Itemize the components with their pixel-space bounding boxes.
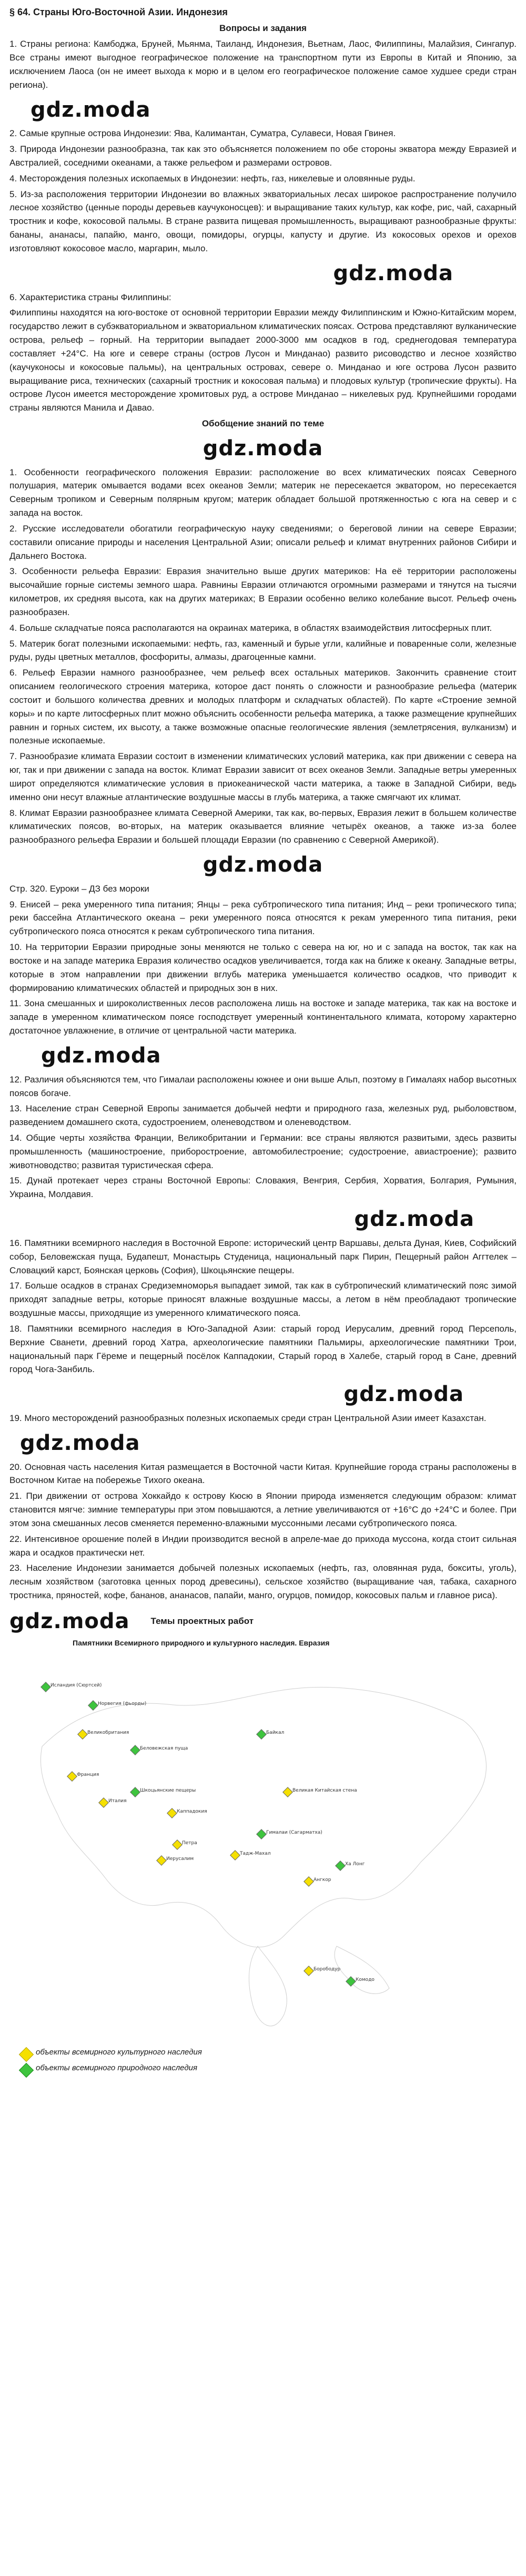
site-label: Каппадокия xyxy=(177,1808,207,1814)
site-label: Италия xyxy=(108,1798,127,1804)
projects-header xyxy=(9,1606,517,1638)
heritage-map xyxy=(11,1652,515,2083)
watermark: gdz.moda xyxy=(41,1043,161,1068)
paragraph: 1. Страны региона: Камбоджа, Бруней, Мьянма, Таиланд, Индонезия, Вьетнам, Лаос, Филиппины, Малайзия, Сингапур. Все страны имеют выгодное географическое положение на транспортном пути из Европы в Китай и Японию, за исключением Лаоса (он не имеет выхода к морю и в целом его географическое положение самое худшее среди стран региона). xyxy=(9,39,517,90)
paragraph: 8. Климат Евразии разнообразнее климата Северной Америки, так как, во-первых, Евразия лежит в большем количестве климатических поясов, во-вторых, на материк оказывается влияние четырёх океанов, а также из-за более разнообразного рельефа Евразии и большей площади Евразии (по сравнению с Северной Америкой). xyxy=(9,807,517,845)
paragraph: 3. Природа Индонезии разнообразна, так как это объясняется положением по обе стороны экватора между Евразией и Австралией, соседними океанами, а также рельефом и размерами островов. xyxy=(9,144,517,168)
watermark: gdz.moda xyxy=(31,97,151,122)
natural-marker-icon xyxy=(19,2063,34,2078)
site-label: Ангкор xyxy=(313,1877,331,1883)
questions-block xyxy=(9,37,517,415)
summary-block xyxy=(9,466,517,1602)
paragraph: 6. Рельеф Евразии намного разнообразнее, чем рельеф всех остальных материков. Закончить сравнение стоит описанием геологического строения материка, которое даст понять о сложности и разнообразие рельефа (материк состоит и большого количества древних и молодых платформ и складчатых областей). По карте «Строение земной коры» и по карте литосферных плит можно объяснить особенности рельефа материка, а также размещение крупнейших равнин и горных систем, их высоту, а также возможные опасные геологические явления (землетрясения, вулканизм) и полезные ископаемые. xyxy=(9,668,517,746)
paragraph: 4. Больше складчатые пояса располагаются на окраинах материка, в областях взаимодействия литосферных плит. xyxy=(9,622,492,633)
site-label: Тадж-Махал xyxy=(240,1851,271,1856)
section-title: § 64. Страны Юго-Восточной Азии. Индонезия xyxy=(9,7,228,17)
source-line: Стр. 320. Еуроки – ДЗ без мороки xyxy=(9,883,149,894)
site-label: Франция xyxy=(77,1772,99,1777)
site-label: Шкоцьянские пещеры xyxy=(140,1787,196,1793)
site-label: Гималаи (Сагарматха) xyxy=(266,1829,322,1835)
paragraph: 11. Зона смешанных и широколиственных лесов расположена лишь на востоке и западе материка, так как на востоке и западе в умеренном климатическом поясе господствует умеренный континентального климата, которому характерно достаточное увлажнение, в отличие от центральной части материка. xyxy=(9,998,517,1036)
paragraph: 22. Интенсивное орошение полей в Индии производится весной в апреле-мае до прихода муссона, когда стоит сильная жара и осадков практически нет. xyxy=(9,1534,517,1558)
site-label: Борободур xyxy=(313,1966,341,1972)
site-label: Байкал xyxy=(266,1730,285,1735)
cultural-marker-icon xyxy=(19,2047,34,2062)
site-label: Петра xyxy=(182,1840,197,1846)
paragraph: Филиппины находятся на юго-востоке от основной территории Евразии между Филиппинским и Южно-Китайским морем, государство лежит в субэкваториальном и экваториальном климатических поясах. Острова представляют вулканические острова, рельеф – горный. На территории выпадает 2000-3000 мм осадков в год, среднегодовая температура составляет +24°С. На юге и севере страны (остров Лусон и Минданао) развито рисоводство и лесное хозяйство (каучуконосы и кокосовые пальмы), на центральных островах, севере о. Минданао и юге острова Лусон развито выращивание риса, технических (сахарный тростник и кокосовая пальма) и плодовых культур (тропические фрукты). На острове Лусон имеется месторождение хромитовых руд, а острове Минданао – никелевых руд. Крупнейшими городами страны являются Манила и Давао. xyxy=(9,308,517,413)
paragraph: 4. Месторождения полезных ископаемых в Индонезии: нефть, газ, никелевые и оловянные руды. xyxy=(9,173,416,183)
paragraph: 2. Русские исследователи обогатили географическую науку сведениями; о береговой линии на севере Евразии; составили описание природы и населения Центральной Азии; описали рельеф и климат внутренних районов Сибири и Дальнего Востока. xyxy=(9,523,517,561)
paragraph: 15. Дунай протекает через страны Восточной Европы: Словакия, Венгрия, Сербия, Хорватия, Болгария, Румыния, Украина, Молдавия. xyxy=(9,1175,517,1200)
projects-subheading: Памятники Всемирного природного и культурного наследия. Евразия xyxy=(73,1638,330,1647)
site-label: Норвегия (фьорды) xyxy=(98,1701,147,1706)
site-label: Великобритания xyxy=(87,1730,129,1735)
summary-heading: Обобщение знаний по теме xyxy=(201,418,325,428)
watermark: gdz.moda xyxy=(354,1207,474,1232)
paragraph: 2. Самые крупные острова Индонезии: Ява, Калимантан, Суматра, Сулавеси, Новая Гвинея. xyxy=(9,128,396,139)
paragraph: 10. На территории Евразии природные зоны меняются не только с севера на юг, но и с запада на восток, так как на востоке и на западе материка Евразия количество осадков увеличивается, тогда как на ближе к океану. Западные ветры, которые в этом направлении при движении вглубь материка уменьшается количество осадков, что приводит к формированию климатических областей и природных зон в них. xyxy=(9,942,517,993)
paragraph: 6. Характеристика страны Филиппины: xyxy=(9,292,171,302)
paragraph: 13. Население стран Северной Европы занимается добычей нефти и природного газа, железных руд, рыболовством, разведением домашнего скота, судостроением, оленеводством и оленеводством. xyxy=(9,1103,517,1128)
map-graphic xyxy=(11,1652,515,2083)
map-legend xyxy=(21,2047,202,2079)
paragraph: 23. Население Индонезии занимается добычей полезных ископаемых (нефть, газ, оловянная руда, бокситы, уголь), лесным хозяйством (заготовка ценных пород древесины), сельское хозяйство (выращивание чая, табака, сахарного тростника, пряностей, кофе, бананов, ананасов, папайи, манго, огурцов, помидор, кокосовых пальм и главное риса). xyxy=(9,1563,517,1601)
paragraph: 1. Особенности географического положения Евразии: расположение во всех климатических поясах Северного полушария, материк омывается водами всех океанов Земли; материк не пересекается экватором, но пересекается Северным тропиком и Северным полярным кругом; материк обладает большой протяженностью с юга на север и с запада на восток. xyxy=(9,467,517,518)
legend-item-cultural: объекты всемирного культурного наследия xyxy=(21,2047,202,2060)
watermark: gdz.moda xyxy=(333,261,453,285)
paragraph: 16. Памятники всемирного наследия в Восточной Европе: исторический центр Варшавы, дельта Дуная, Киев, Софийский собор, Беловежская пуща, Будапешт, Монастырь Студеница, национальный парк Пирин, Пещерный район Аггтелек – Словацкий карст, Боянская церковь (София), Шкоцьянские пещеры. xyxy=(9,1238,517,1275)
watermark: gdz.moda xyxy=(9,1609,130,1633)
site-label: Комодо xyxy=(356,1977,375,1982)
site-label: Иерусалим xyxy=(166,1856,194,1862)
watermark: gdz.moda xyxy=(203,436,323,461)
questions-heading: Вопросы и задания xyxy=(219,23,307,34)
watermark: gdz.moda xyxy=(343,1382,464,1407)
site-label: Беловежская пуща xyxy=(140,1745,188,1751)
watermark: gdz.moda xyxy=(20,1430,140,1455)
paragraph: 12. Различия объясняются тем, что Гималаи расположены южнее и они выше Альп, поэтому в Гималаях набор высотных поясов богаче. xyxy=(9,1074,517,1098)
legend-item-natural: объекты всемирного природного наследия xyxy=(21,2063,202,2076)
paragraph: 14. Общие черты хозяйства Франции, Великобритании и Германии: все страны являются развитыми, здесь развиты промышленность (машиностроение, приборостроение, автомобилестроение; судостроение, авиастроение); развито животноводство; развитая туристическая сфера. xyxy=(9,1133,517,1170)
watermark: gdz.moda xyxy=(203,852,323,877)
paragraph: 20. Основная часть населения Китая размещается в Восточной части Китая. Крупнейшие города страны расположены в Восточном Китае на побережье Тихого океана. xyxy=(9,1461,517,1486)
paragraph: 21. При движении от острова Хоккайдо к острову Кюсю в Японии природа изменяется следующим образом: климат становится мягче: зимние температуры при этом повышаются, а летние увеличиваются от +16°С до +24°С и более. При этом зона смешанных лесов сменяется переменно-влажными муссонными лесами субтропического пояса. xyxy=(9,1491,517,1528)
paragraph: 5. Из-за расположения территории Индонезии во влажных экваториальных лесах широкое распространение получило лесное хозяйство (ценные породы деревьев каучуконосцев): и выращивание таких культур, как кофе, рис, чай, сахарный тростник и кофе, кокосовой пальмы. В стране развита пищевая промышленность, выращивают разнообразные фрукты: бананы, ананасы, папайю, манго, овощи, помидоры, огурцы, капусту и другие. Из кокосовых орехов и орехов изготовляют кокосовое масло, маргарин, мыло. xyxy=(9,189,517,253)
paragraph: 5. Материк богат полезными ископаемыми: нефть, газ, каменный и бурые угли, калийные и поваренные соли, железные руды, руды цветных металлов, фосфориты, алмазы, драгоценные камни. xyxy=(9,638,517,662)
paragraph: 9. Енисей – река умеренного типа питания; Янцы – река субтропического типа питания; Инд – реки тропического типа; реки бассейна Атлантического океана – реки умеренного пояса относятся к рекам умеренного типа питания, реки субтропического пояса относятся к рекам субтропического типа питания. xyxy=(9,899,517,937)
paragraph: 17. Больше осадков в странах Средиземноморья выпадает зимой, так как в субтропический климатический пояс зимой приходят западные ветры, которые приносят влажные воздушные массы, а летом в нём преобладают тропические воздушные массы, приходящие из умеренного климатического пояса. xyxy=(9,1281,517,1318)
paragraph: 7. Разнообразие климата Евразии состоит в изменении климатических условий материка, как при движении с севера на юг, так и при движении с запада на восток. Климат Евразии зависит от всех океанов Земли. Западные ветры умеренных широт определяются климатические условия в приокеанической части материка, а также в Западной Сибири, ведь именно они несут влажные атлантические воздушные массы в глубь материка, а также смягчают их климат. xyxy=(9,751,517,802)
site-label: Ха Лонг xyxy=(345,1861,365,1867)
projects-heading: Темы проектных работ xyxy=(150,1616,254,1627)
site-label: Исландия (Сюртсей) xyxy=(50,1682,102,1688)
paragraph: 19. Много месторождений разнообразных полезных ископаемых среди стран Центральной Азии имеет Казахстан. xyxy=(9,1413,487,1424)
paragraph: 3. Особенности рельефа Евразии: Евразия значительно выше других материков: На её территории расположены высочайшие горные системы земного шара. Равнины Евразии отличаются огромными размерами и тянутся на тысячи километров, их средняя высота, как на других материках; В Евразии особенно велико колебание высот. Рельеф очень разнообразен. xyxy=(9,566,517,617)
site-label: Великая Китайская стена xyxy=(292,1787,357,1793)
paragraph: 18. Памятники всемирного наследия в Юго-Западной Азии: старый город Иерусалим, древний город Персеполь, Верхние Сванети, древний город Хатра, археологические памятники Пальмиры, археологические памятники Трои, национальный парк Гёреме и пещерный посёлок Каппадокии, Старый город в Халебе, старый город в Сане, древний город Чога-Занбиль. xyxy=(9,1323,517,1375)
